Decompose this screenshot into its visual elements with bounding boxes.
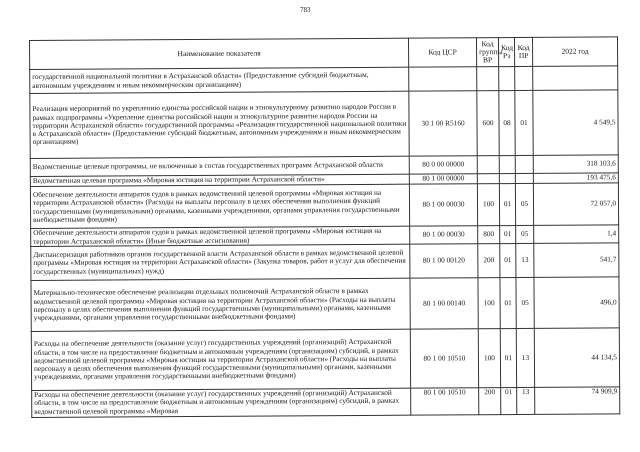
row-rz: 08	[499, 91, 515, 156]
row-rz	[499, 156, 515, 174]
table-row	[31, 277, 619, 332]
row-amount: 44 134,5	[534, 328, 619, 388]
row-amount: 74 909,9	[535, 387, 620, 415]
row-csr: 80 1 00 10510	[411, 388, 479, 415]
row-pr: 13	[516, 328, 534, 387]
row-amount: 4 549,5	[533, 90, 618, 156]
header-pr: Код ПР	[514, 37, 532, 66]
row-amount: 72 057,0	[533, 183, 618, 226]
row-csr: 80 1 00 00030	[409, 184, 477, 226]
row-vr	[477, 156, 499, 174]
header-rz: Код Рз	[498, 38, 514, 67]
row-csr: 80 1 00 10510	[410, 329, 478, 388]
table-row	[30, 66, 618, 94]
row-name: Расходы на обеспечение деятельности (оказание услуг) государственных учреждений (организаций) Астраханской области, в том числе на предоставление бюджетным и автономным учреждениям (организациям) субсидий, в рамках ведомственной целевой программы «Мировая юстиция на территории Астраханской области» (Расходы на выплаты персоналу в целях обеспечения выполнения функций государственными (муниципальными) органами, казенными учреждениями, органами управления государственными внебюджетными фондами)	[31, 329, 410, 390]
row-vr: 100	[478, 329, 500, 388]
row-amount: 1,4	[534, 225, 619, 244]
row-vr	[477, 174, 499, 184]
table-row	[32, 387, 620, 418]
table-row	[30, 90, 618, 159]
row-csr: 80 1 00 00140	[410, 278, 478, 329]
row-rz	[499, 174, 515, 184]
row-csr: 80 1 00 00120	[410, 244, 478, 278]
row-rz: 01	[501, 388, 517, 415]
row-rz: 01	[500, 278, 516, 329]
row-name: Ведомственные целевые программы, не включенные в состав государственных программ Астраханской области	[30, 156, 409, 176]
row-name: Реализация мероприятий по укреплению единства российской нации и этнокультурному развитию народов России в рамках подпрограммы «Укрепление единства российской нации и этнокультурное развитие народов России на территории Астраханской области» государственной программы «Реализация государственной национальной политики в Астраханской области» (Предоставление субсидий бюджетным, автономным учреждениям и иным некоммерческим организациям)	[30, 91, 409, 158]
row-rz: 01	[500, 226, 516, 244]
row-amount: 496,0	[534, 277, 619, 329]
row-name: Обеспечение деятельности аппаратов судов в рамках ведомственной целевой программы «Мировая юстиция на территории Астраханской области» (Расходы на выплаты персоналу в целях обеспечения выполнения функций государственными (муниципальными) органами, казенными учреждениями, органами управления государственными внебюджетными фондами)	[30, 184, 409, 228]
table-row	[30, 183, 618, 229]
row-pr: 05	[516, 277, 534, 328]
row-vr: 200	[479, 388, 501, 415]
row-rz: 01	[500, 329, 516, 388]
row-name: Расходы на обеспечение деятельности (оказание услуг) государственных учреждений (организаций) Астраханской области, в том числе на предоставление бюджетным и автономным учреждениям (организациям) субсидий, в рамках ведомственной целевой программы «Мировая	[32, 388, 411, 417]
row-vr	[477, 67, 499, 91]
row-pr	[515, 155, 533, 173]
row-pr	[515, 66, 533, 90]
row-name: Ведомственная целевая программа «Мировая юстиция на территории Астраханской области»	[30, 174, 409, 186]
row-name: Обеспечение деятельности аппаратов судов в рамках ведомственной целевой программы «Мировая юстиция на территории Астраханской области» (Иные бюджетные ассигнования)	[31, 226, 410, 246]
table-header-row	[30, 37, 618, 70]
row-vr: 100	[477, 184, 499, 226]
row-rz	[499, 67, 515, 91]
header-csr: Код ЦСР	[408, 38, 476, 67]
row-pr	[515, 173, 533, 183]
header-year: 2022 год	[532, 37, 617, 67]
row-pr: 01	[515, 90, 533, 155]
budget-table	[29, 36, 620, 418]
row-csr: 80 1 00 00000	[409, 174, 477, 184]
row-rz: 01	[499, 184, 515, 226]
row-vr: 800	[478, 226, 500, 244]
row-name: Диспансеризация работников органов государственной власти Астраханской области в рамках ведомственной целевой программы «Мировая юстиция на территории Астраханской области» (Закупка товаров, работ и услуг для обеспечения государственных (муниципальных) нужд)	[31, 244, 410, 280]
row-pr: 13	[516, 243, 534, 277]
row-amount: 318 103,6	[533, 155, 618, 174]
row-amount: 193 475,6	[533, 173, 618, 184]
row-pr: 05	[515, 183, 533, 225]
row-pr: 13	[517, 387, 535, 414]
row-vr: 600	[477, 91, 499, 156]
row-name: Материально-техническое обеспечение реализации отдельных полномочий Астраханской области в рамках ведомственной целевой программы «Мировая юстиция на территории Астраханской области» (Расходы на выплаты персоналу в целях обеспечения выполнения функций государственными (муниципальными) органами, казенными учреждениями, органами управления государственными внебюджетными фондами)	[31, 278, 410, 331]
header-vr: Код группы ВР	[476, 38, 498, 67]
table-row	[31, 328, 619, 391]
row-name: государственной национальной политики в Астраханской области» (Предоставление субсидий бюджетным, автономным учреждениям и иным некоммерческим организациям)	[30, 67, 409, 93]
row-csr: 80 0 00 00000	[409, 156, 477, 174]
row-pr: 05	[516, 225, 534, 243]
row-vr: 100	[478, 278, 500, 329]
row-csr: 80 1 00 00030	[410, 226, 478, 244]
table-row	[31, 243, 619, 281]
row-amount: 541,7	[534, 243, 619, 278]
header-name: Наименование показателя	[30, 38, 409, 69]
row-csr	[409, 67, 477, 91]
row-vr: 200	[478, 244, 500, 278]
row-rz: 01	[500, 244, 516, 278]
page-number: 783	[300, 6, 311, 14]
row-amount	[533, 66, 618, 91]
row-csr: 30 1 00 R5160	[409, 91, 477, 156]
